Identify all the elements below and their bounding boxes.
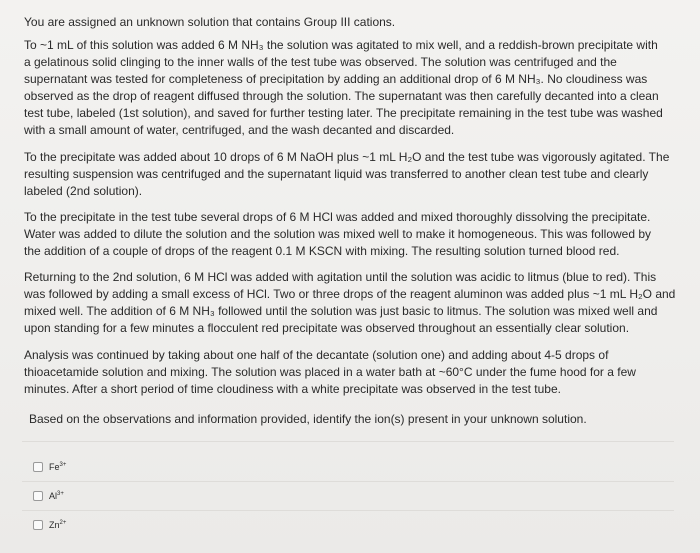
option-al[interactable] <box>33 487 64 505</box>
paragraph-line: the addition of a couple of drops of the reagent 0.1 M KSCN with mixing. The resulting solution turned blood red. <box>24 244 620 258</box>
paragraph-4 <box>24 269 676 337</box>
option-fe[interactable] <box>33 458 66 476</box>
paragraph-2 <box>24 149 672 200</box>
paragraph-line: Returning to the 2nd solution, 6 M HCl was added with agitation until the solution was acidic to litmus (blue to red). This <box>24 270 657 284</box>
paragraph-line: observed as the drop of reagent diffused through the solution. The supernatant was then carefully decanted into a clean <box>24 89 659 103</box>
checkbox[interactable] <box>33 520 43 530</box>
divider <box>22 441 674 442</box>
option-label: $Zn^{2+}$ <box>49 520 67 530</box>
option-label: $Fe^{3+}$ <box>49 462 67 472</box>
paragraph-line: test tube, labeled (1st solution), and saved for further testing later. The precipitate remaining in the test tube was washed <box>24 106 663 120</box>
paragraph-3 <box>24 209 672 260</box>
paragraph-line: upon standing for a few minutes a flocculent red precipitate was observed throughout an essentially clear solution. <box>24 321 630 335</box>
paragraph-line: with a small amount of water, centrifuged, and the wash decanted and discarded. <box>24 123 455 137</box>
option-zn[interactable] <box>33 516 66 534</box>
divider <box>22 510 674 511</box>
paragraph-line: was followed by adding a small excess of HCl. Two or three drops of the reagent aluminon was added plus ~1 mL H₂O and <box>24 287 676 301</box>
question-prompt: Based on the observations and information provided, identify the ion(s) present in your unknown solution. <box>29 412 587 426</box>
paragraph-line: To the precipitate was added about 10 drops of 6 M NaOH plus ~1 mL H₂O and the test tube was vigorously agitated. The <box>24 150 670 164</box>
paragraph-line: Analysis was continued by taking about one half of the decantate (solution one) and adding about 4-5 drops of <box>24 348 609 362</box>
paragraph-5 <box>24 347 672 398</box>
paragraph-line: mixed well. The addition of 6 M NH₃ followed until the solution was just basic to litmus. The solution was mixed well and <box>24 304 658 318</box>
paragraph-line: Water was added to dilute the solution and the solution was mixed well to make it homogeneous. This was followed by <box>24 227 652 241</box>
paragraph-line: thioacetamide solution and mixing. The solution was placed in a water bath at ~60°C under the fume hood for a few <box>24 365 636 379</box>
paragraph-line: To ~1 mL of this solution was added 6 M NH₃ the solution was agitated to mix well, and a reddish-brown precipitate with <box>24 38 658 52</box>
paragraph-line: labeled (2nd solution). <box>24 184 143 198</box>
divider <box>22 481 674 482</box>
paragraph-line: minutes. After a short period of time cloudiness with a white precipitate was observed in the test tube. <box>24 382 561 396</box>
checkbox[interactable] <box>33 491 43 501</box>
paragraph-1 <box>24 37 672 139</box>
paragraph-line: To the precipitate in the test tube several drops of 6 M HCl was added and mixed thoroughly dissolving the precipitate. <box>24 210 651 224</box>
paragraph-line: a gelatinous solid clinging to the inner walls of the test tube was observed. The solution was centrifuged and the <box>24 55 617 69</box>
paragraph-line: resulting suspension was centrifuged and the supernatant liquid was transferred to another clean test tube and clearly <box>24 167 649 181</box>
paragraph-line: supernatant was tested for completeness of precipitation by adding an additional drop of 6 M NH₃. No cloudiness was <box>24 72 648 86</box>
checkbox[interactable] <box>33 462 43 472</box>
intro-text: You are assigned an unknown solution that contains Group III cations. <box>24 15 396 29</box>
option-label: $Al^{3+}$ <box>49 491 64 501</box>
